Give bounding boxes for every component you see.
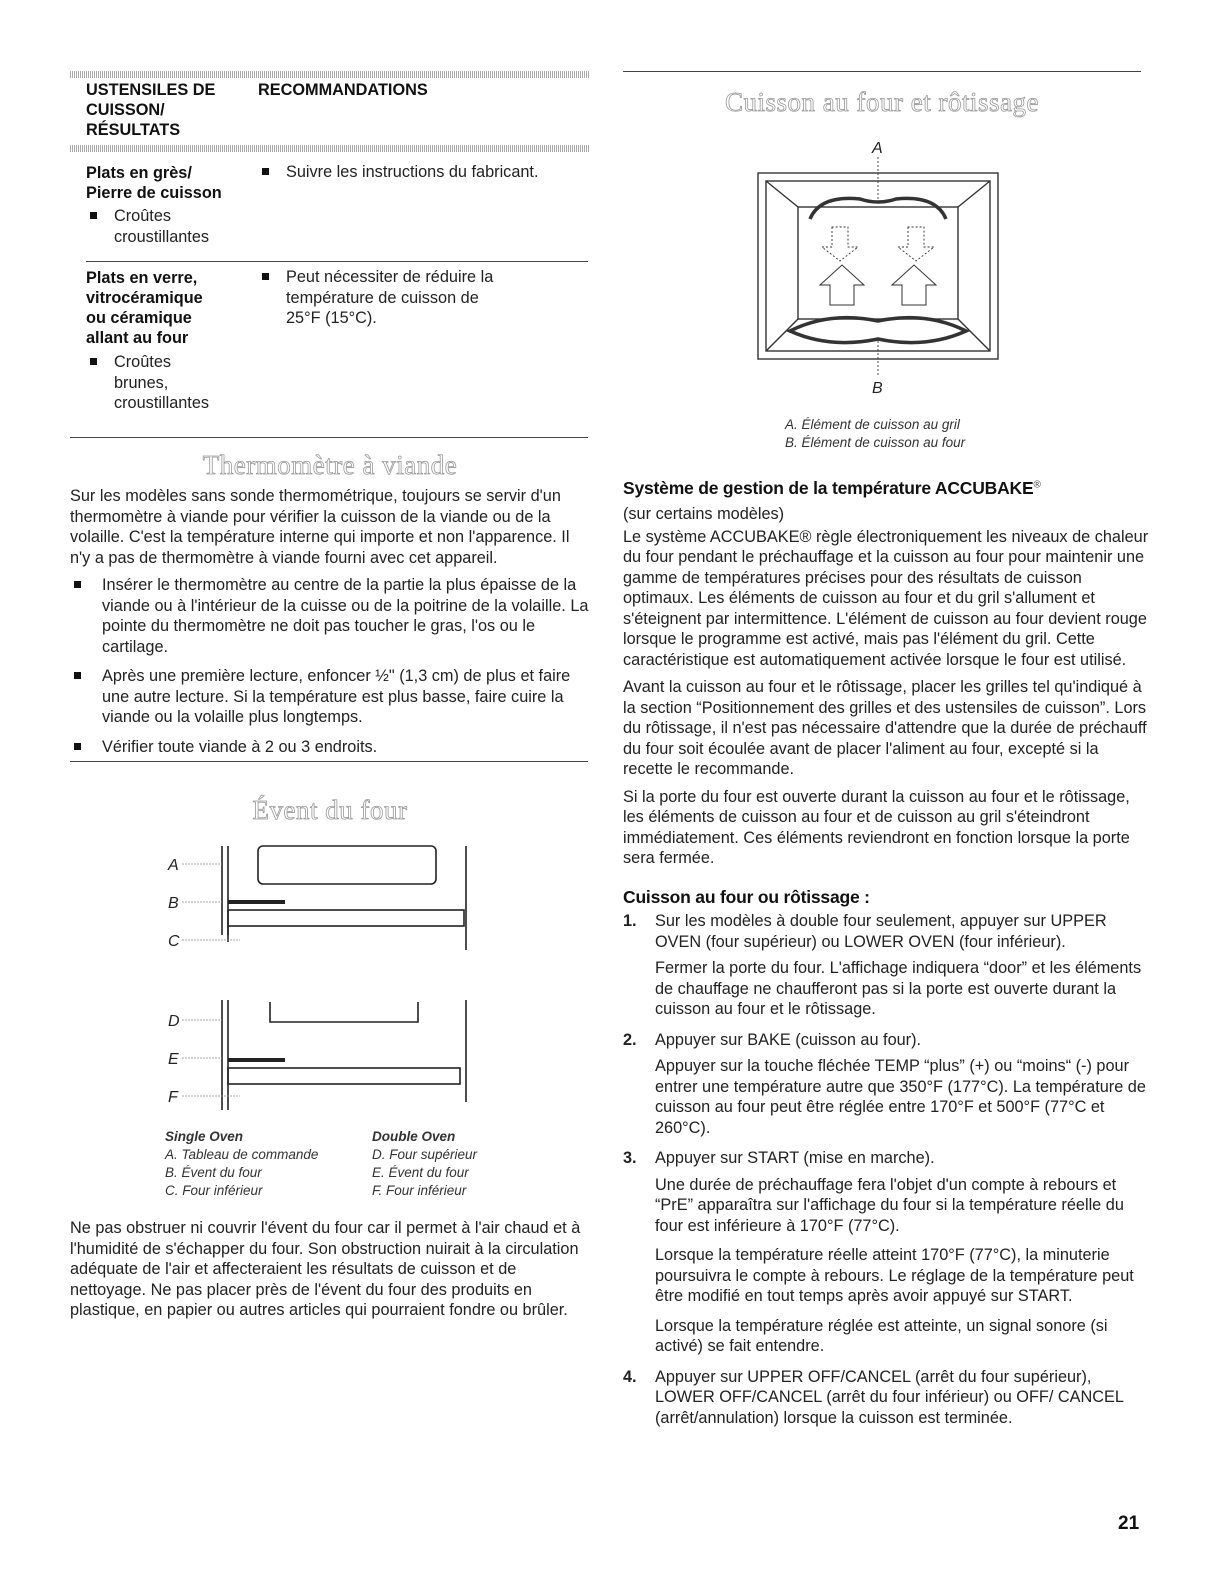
page-number: 21 [1118, 1513, 1140, 1534]
baking-top-rule [623, 71, 1141, 72]
table-row-1-recommendation: Suivre les instructions du fabricant. [258, 162, 578, 183]
element-label-a: A [872, 140, 883, 157]
table-bottom-rule [70, 437, 588, 438]
table-top-rule [70, 71, 590, 78]
vent-caption-double: Double Oven D. Four supérieur E. Évent du four F. Four inférieur [372, 1129, 478, 1198]
vent-label-b: B [168, 895, 179, 912]
vent-caption-single: Single Oven A. Tableau de commande B. Évent du four C. Four inférieur [165, 1129, 319, 1198]
table-row-divider [86, 261, 588, 262]
vent-label-c: C [168, 933, 180, 950]
table-row-2-result: Croûtes brunes, croustillantes [86, 352, 256, 414]
baking-title: Cuisson au four et rôtissage [725, 87, 1039, 117]
thermometer-body [70, 486, 590, 766]
table-row-2-title: Plats en verre, vitrocéramique ou céramique allant au four [86, 269, 203, 347]
step-item: 3. Appuyer sur START (mise en marche). Une durée de préchauffage fera l'objet d'un compte à rebours et “PrE” apparaîtra sur l'affichage du four si la température réelle du four est inférieure à 170°F (77°C). Lorsque la température réelle atteint 170°F (77°C), la minuterie poursuivra le compte à rebours. Le réglage de la température peut être modifié en tout temps après avoir appuyé sur START. Lorsque la température réglée est atteinte, un signal sonore (si activé) se fait entendre. [623, 1149, 1134, 1355]
accubake-heading: Système de gestion de la température ACCUBAKE® [623, 478, 1041, 498]
table-row-2-recommendation: Peut nécessiter de réduire la température de cuisson de 25°F (15°C). [258, 267, 578, 329]
table-header-rule [70, 145, 590, 152]
accubake-p3: Si la porte du four est ouverte durant la cuisson au four et le rôtissage, les éléments de cuisson au four et de cuisson au gril s'éteindront immédiatement. Ces éléments reviendront en fonction lorsque la porte sera fermée. [623, 787, 1130, 867]
vent-label-f: F [168, 1089, 178, 1106]
thermometer-bottom-rule [70, 761, 588, 762]
step-item: 1. Sur les modèles à double four seulement, appuyer sur UPPER OVEN (four supérieur) ou LOWER OVEN (four inférieur). Fermer la porte du four. L'affichage indiquera “door” et les éléments de chauffage ne chaufferont pas si la porte est ouverte durant la cuisson au four et le rôtissage. [623, 912, 1142, 1018]
thermometer-bullet: Après une première lecture, enfoncer ½" (1,3 cm) de plus et faire une autre lecture. Si la température est plus basse, faire cuire la viande ou la volaille plus longtemps. [70, 666, 590, 728]
thermometer-title: Thermomètre à viande [202, 450, 458, 480]
steps-heading: Cuisson au four ou rôtissage : [623, 886, 870, 907]
oven-elements-diagram [750, 135, 1006, 400]
table-row-1-title: Plats en grès/ Pierre de cuisson [86, 164, 222, 202]
vent-label-d: D [168, 1013, 180, 1030]
vent-paragraph: Ne pas obstruer ni couvrir l'évent du four car il permet à l'air chaud et à l'humidité de s'échapper du four. Son obstruction nuirait à la circulation adéquate de l'air et affecteraient les résultats de cuisson et de nettoyage. Ne pas placer près de l'évent du four des produits en plastique, en papier ou autres articles qui pourraient fondre ou brûler. [70, 1219, 581, 1319]
table-header-col2: RECOMMANDATIONS [258, 81, 428, 99]
oven-vent-diagram [160, 840, 490, 1125]
element-captions: A. Élément de cuisson au gril B. Élément de cuisson au four [785, 417, 966, 450]
baking-body [623, 504, 1150, 1434]
vent-label-a: A [168, 857, 179, 874]
step-item: 2. Appuyer sur BAKE (cuisson au four). Appuyer sur la touche fléchée TEMP “plus” (+) ou “moins“ (-) pour entrer une température autre que 350°F (177°C). La température de cuisson au four peut être réglée entre 170°F et 500°F (77°C et 260°C). [623, 1030, 1146, 1137]
thermometer-bullet: Vérifier toute viande à 2 ou 3 endroits. [70, 737, 590, 758]
table-header-col1: USTENSILES DE CUISSON/ RÉSULTATS [86, 81, 216, 139]
thermometer-intro: Sur les modèles sans sonde thermométrique, toujours se servir d'un thermomètre à viande pour vérifier la cuisson de la viande ou de la volaille. C'est la température interne qui importe et non l'apparence. Il n'y a pas de thermomètre à viande fourni avec cet appareil. [70, 487, 570, 567]
accubake-sub: (sur certains modèles) [623, 505, 785, 523]
accubake-p1: Le système ACCUBAKE® règle électroniquement les niveaux de chaleur du four pendant le préchauffage et la cuisson au four pour maintenir une gamme de températures précises pour des résultats de cuisson optimaux. Les éléments de cuisson au four et du gril s'allument et s'éteignent par intermittence. L'élément de cuisson au four devient rouge lorsque le programme est activé, mais pas l'élément du gril. Cette caractéristique est automatiquement activée lorsque le four est utilisé. [623, 527, 1149, 669]
vent-title: Évent du four [252, 795, 408, 825]
thermometer-bullet: Insérer le thermomètre au centre de la partie la plus épaisse de la viande ou à l'intérieur de la cuisse ou de la poitrine de la volaille. La pointe du thermomètre ne doit pas toucher le gras, l'os ou le cartilage. [70, 575, 590, 657]
step-item: 4. Appuyer sur UPPER OFF/CANCEL (arrêt du four supérieur), LOWER OFF/CANCEL (arrêt du four inférieur) ou OFF/ CANCEL (arrêt/annulation) lorsque la cuisson est terminée. [623, 1367, 1124, 1427]
table-row-1-result: Croûtes croustillantes [86, 206, 256, 247]
element-label-b: B [872, 380, 883, 397]
accubake-p2: Avant la cuisson au four et le rôtissage, placer les grilles tel qu'indiqué à la section “Positionnement des grilles et des ustensiles de cuisson”. Lors du rôtissage, il n'est pas nécessaire d'attendre que la durée de préchauff du four soit écoulée avant de placer l'aliment au four, excepté si la recette le recommande. [623, 678, 1147, 778]
vent-label-e: E [168, 1051, 179, 1068]
